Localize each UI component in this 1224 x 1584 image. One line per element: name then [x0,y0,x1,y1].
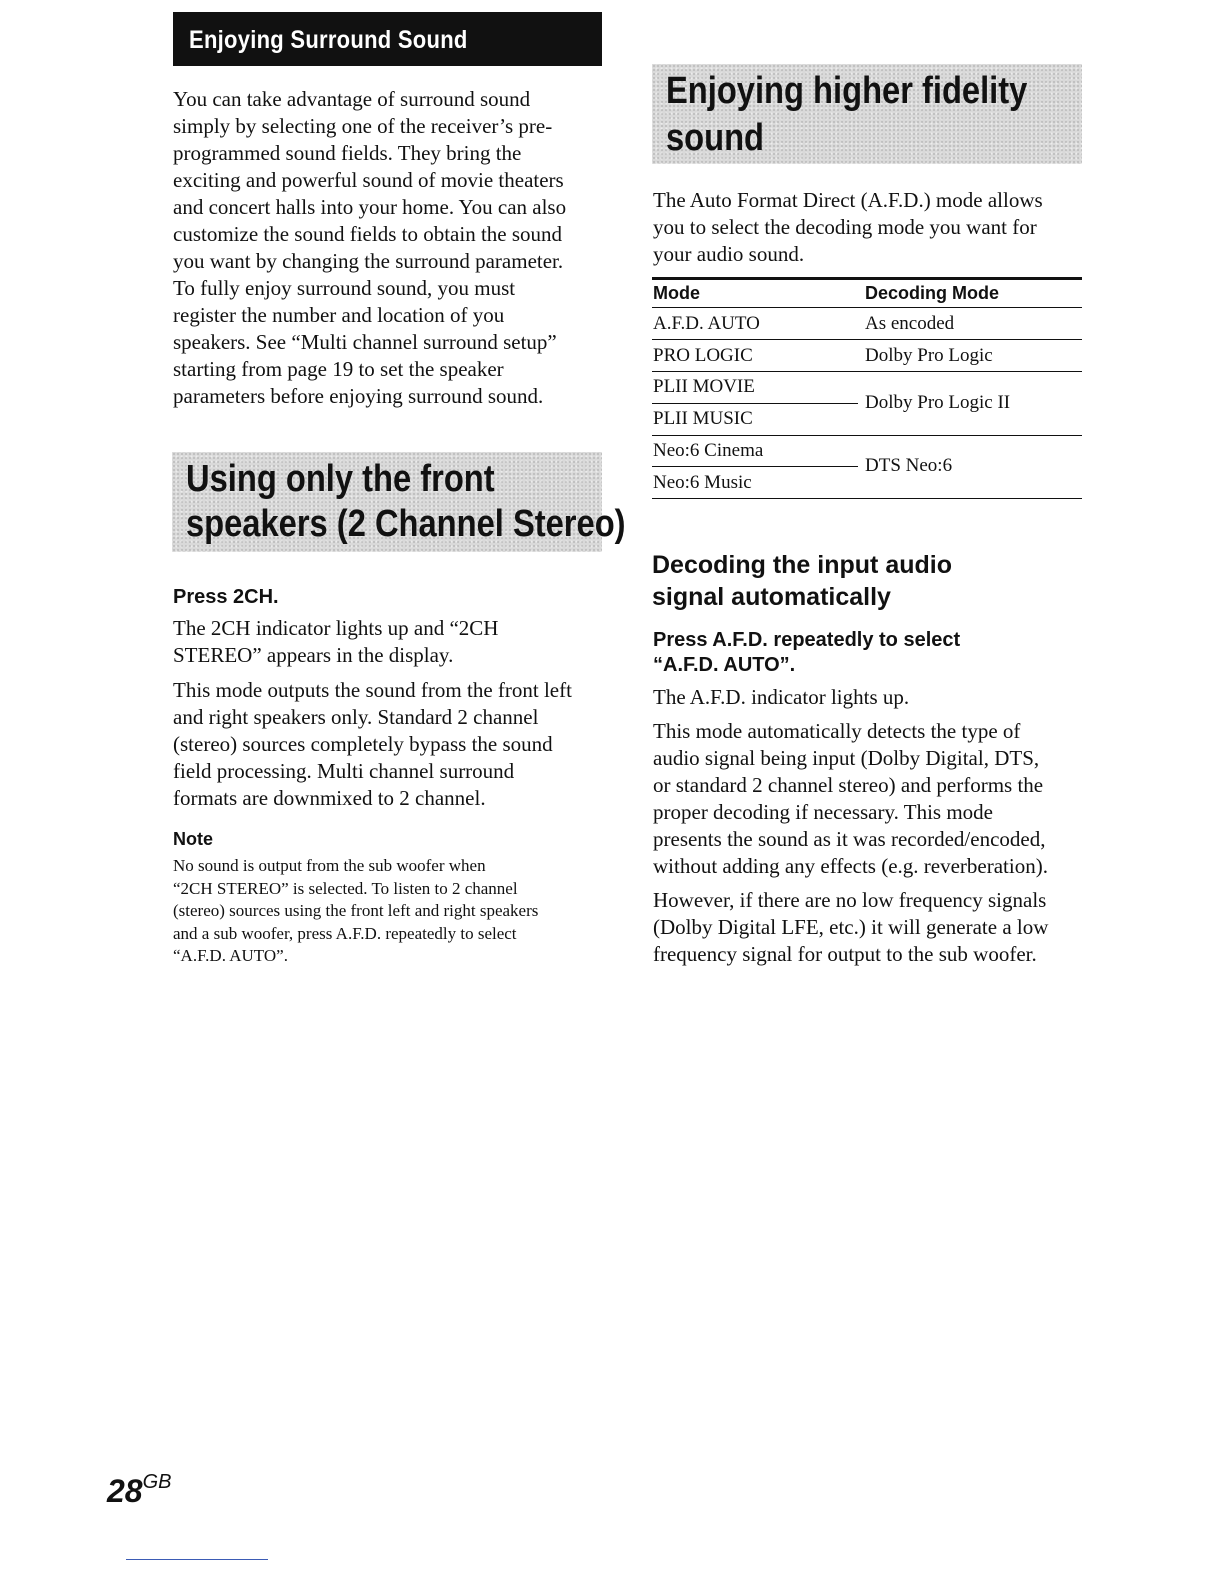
text-line: The 2CH indicator lights up and “2CH [173,616,499,640]
text-line: and right speakers only. Standard 2 channel [173,705,539,729]
afd-intro [653,187,1085,268]
text-line: However, if there are no low frequency signals [653,888,1047,912]
table-cell-decoding: Dolby Pro Logic [865,345,993,366]
text-line: Press A.F.D. repeatedly to select [653,629,961,651]
text-line: parameters before enjoying surround sound. [173,384,544,408]
page-number-suffix: GB [142,1471,172,1493]
fidelity-heading [652,64,1082,164]
table-cell-mode: A.F.D. AUTO [653,313,760,334]
auto-description [653,718,1093,880]
text-line: customize the sound fields to obtain the sound [173,222,563,246]
section-banner-title: Enjoying Surround Sound [189,26,468,54]
step-label: Press 2CH. [173,586,279,608]
text-line: or standard 2 channel stereo) and performs the [653,773,1044,797]
text-line: speakers. See “Multi channel surround setup” [173,330,557,354]
text-line: “A.F.D. AUTO”. [653,654,796,676]
text-line: and a sub woofer, press A.F.D. repeatedly to select [173,923,517,943]
table-cell-decoding: Dolby Pro Logic II [865,392,1011,413]
heading-line: Using only the front [186,458,495,500]
low-frequency-note [653,887,1093,968]
table-rule [652,339,1082,340]
table-rule [652,307,1082,308]
text-line: “A.F.D. AUTO”. [173,946,288,966]
text-line: and concert halls into your home. You can also [173,195,567,219]
footer-rule [126,1559,268,1560]
table-rule [652,435,1082,436]
text-line: (Dolby Digital LFE, etc.) it will generate a low [653,915,1049,939]
table-cell-decoding: DTS Neo:6 [865,455,953,476]
text-line: formats are downmixed to 2 channel. [173,786,486,810]
text-line: simply by selecting one of the receiver’s pre- [173,114,553,138]
text-line: exciting and powerful sound of movie theaters [173,168,564,192]
page-number [107,1471,172,1510]
intro-paragraph [173,86,605,410]
table-rule [652,371,1082,372]
table-header-mode: Mode [653,283,700,303]
table-rule [652,466,858,467]
table-cell-mode: PRO LOGIC [653,345,753,366]
table-cell-mode: Neo:6 Music [653,472,752,493]
note-label: Note [173,829,213,849]
heading-line: speakers (2 Channel Stereo) [186,503,626,545]
step-result [173,615,605,669]
table-cell-decoding: As encoded [865,313,955,334]
text-line: field processing. Multi channel surround [173,759,515,783]
text-line: signal automatically [652,583,891,611]
table-cell-mode: PLII MUSIC [653,408,753,429]
text-line: programmed sound fields. They bring the [173,141,522,165]
text-line: The Auto Format Direct (A.F.D.) mode allows [653,188,1043,212]
text-line: This mode automatically detects the type of [653,719,1021,743]
text-line: Decoding the input audio [652,551,952,579]
afd-result: The A.F.D. indicator lights up. [653,685,910,709]
heading-line: sound [666,117,765,159]
table-cell-mode: PLII MOVIE [653,376,755,397]
text-line: You can take advantage of surround sound [173,87,531,111]
text-line: frequency signal for output to the sub woofer. [653,942,1037,966]
text-line: (stereo) sources using the front left and right speakers [173,901,539,921]
text-line: proper decoding if necessary. This mode [653,800,993,824]
table-cell-mode: Neo:6 Cinema [653,440,764,461]
front-speakers-heading [172,452,626,552]
text-line: audio signal being input (Dolby Digital, DTS, [653,746,1040,770]
text-line: you want by changing the surround parameter. [173,249,564,273]
note-text [173,855,613,968]
decoding-subheading [652,549,1092,613]
text-line: “2CH STEREO” is selected. To listen to 2 channel [173,878,518,898]
table-rule [652,403,858,404]
text-line: To fully enjoy surround sound, you must [173,276,516,300]
text-line: starting from page 19 to set the speaker [173,357,504,381]
text-line: register the number and location of you [173,303,505,327]
text-line: your audio sound. [653,242,805,266]
text-line: STEREO” appears in the display. [173,643,454,667]
text-line: without adding any effects (e.g. reverberation). [653,854,1048,878]
heading-line: Enjoying higher fidelity [666,70,1028,112]
text-line: No sound is output from the sub woofer when [173,856,486,875]
text-line: you to select the decoding mode you want for [653,215,1037,239]
text-line: This mode outputs the sound from the front left [173,678,572,702]
text-line: presents the sound as it was recorded/encoded, [653,827,1046,851]
section-banner [173,12,602,66]
afd-step [653,628,1093,678]
mode-description [173,677,605,812]
table-header-decoding: Decoding Mode [865,283,999,303]
table-rule [652,498,1082,499]
text-line: (stereo) sources completely bypass the sound [173,732,553,756]
table-rule [652,277,1082,280]
page-number-value: 28 [107,1473,143,1509]
